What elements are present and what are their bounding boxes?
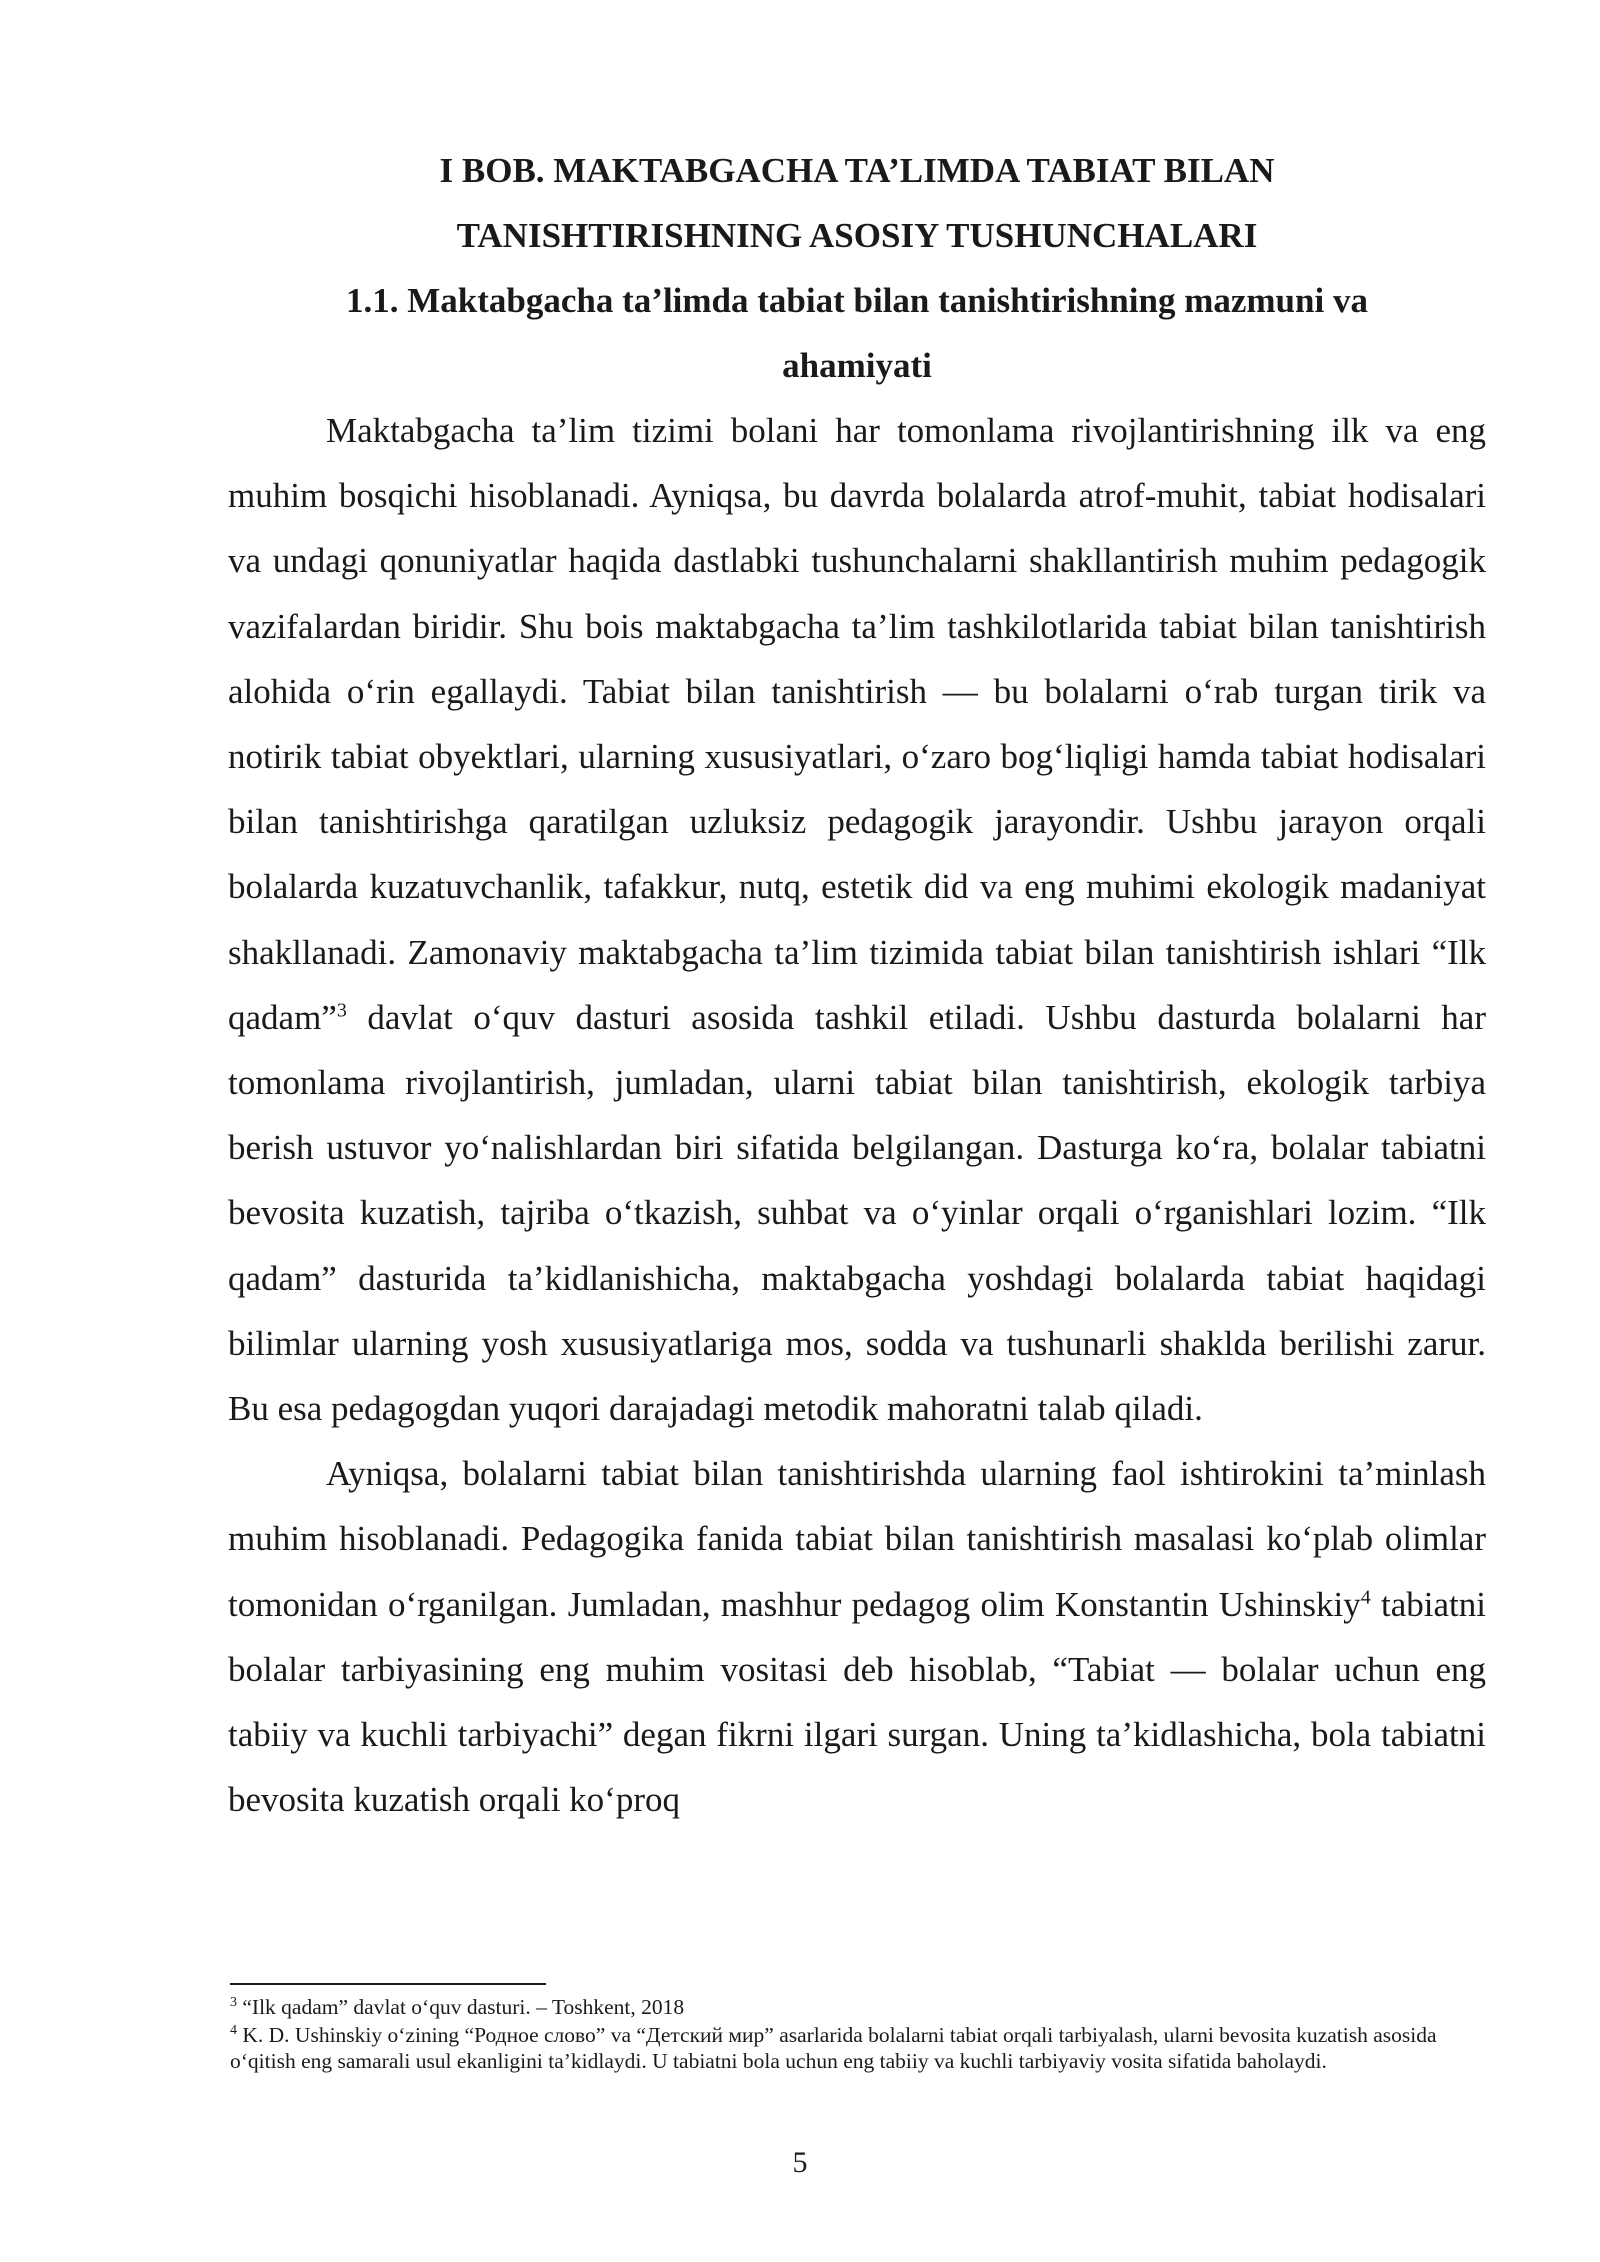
footnote-ref-4[interactable]: 4 xyxy=(1360,1586,1371,1608)
footnote-ref-3[interactable]: 3 xyxy=(336,999,347,1022)
section-title xyxy=(228,268,1486,398)
footnote-separator xyxy=(230,1983,546,1985)
page-number: 5 xyxy=(792,2146,808,2179)
paragraph-1-text-a: Maktabgacha ta’lim tizimi bolani har tomonlama rivojlantirishning ilk va eng muhim bosqichi hisoblanadi. Ayniqsa, bu davrda bolalarda atrof-muhit, tabiat hodisalari va undagi qonuniyatlar haqida dastlabki tushunchalarni shakllantirish muhim pedagogik vazifalardan biridir. Shu bois maktabgacha ta’lim tashkilotlarida tabiat bilan tanishtirish alohida o‘rin egallaydi. Tabiat bilan tanishtirish — bu bolalarni o‘rab turgan tirik va notirik tabiat obyektlari, ularning xususiyatlari, o‘zaro bog‘liqligi hamda tabiat hodisalari bilan tanishtirishga qaratilgan uzluksiz pedagogik jarayondir. Ushbu jarayon orqali bolalarda kuzatuvchanlik, tafakkur, nutq, estetik did va eng muhimi ekologik madaniyat shakllanadi. Zamonaviy maktabgacha ta’lim tizimida tabiat bilan tanishtirish ishlari “Ilk qadam” xyxy=(228,411,1486,1037)
chapter-title-line-1: I BOB. MAKTABGACHA TA’LIMDA TABIAT BILAN xyxy=(439,151,1275,190)
footnote-3 xyxy=(230,1994,1486,2020)
paragraph-2-text-b: tabiatni bolalar tarbiyasining eng muhim vositasi deb hisoblab, “Tabiat — bolalar uchun eng tabiiy va kuchli tarbiyachi” degan fikrni ilgari surgan. Uning ta’kidlashicha, bola tabiatni bevosita kuzatish orqali ko‘proq xyxy=(228,1584,1486,1820)
footnotes xyxy=(230,1994,1486,2076)
paragraph-2-text-a: Ayniqsa, bolalarni tabiat bilan tanishtirishda ularning faol ishtirokini ta’minlash muhim hisoblanadi. Pedagogika fanida tabiat bilan tanishtirish masalasi ko‘plab olimlar tomonidan o‘rganilgan. Jumladan, mashhur pedagog olim Konstantin Ushinskiy xyxy=(228,1454,1486,1624)
body-paragraph-2 xyxy=(228,1441,1486,1832)
document-page xyxy=(228,138,1486,1832)
body-paragraph-1 xyxy=(228,398,1486,1441)
footnote-3-number: 3 xyxy=(230,1994,237,2010)
chapter-title-line-2: TANISHTIRISHNING ASOSIY TUSHUNCHALARI xyxy=(456,216,1258,255)
chapter-title xyxy=(228,138,1486,268)
section-title-line-2: ahamiyati xyxy=(782,346,932,385)
section-title-line-1: 1.1. Maktabgacha ta’limda tabiat bilan tanishtirishning mazmuni va xyxy=(346,281,1368,320)
footnote-4 xyxy=(230,2022,1486,2074)
paragraph-1-text-b: davlat o‘quv dasturi asosida tashkil etiladi. Ushbu dasturda bolalarni har tomonlama rivojlantirish, jumladan, ularni tabiat bilan tanishtirish, ekologik tarbiya berish ustuvor yo‘nalishlardan biri sifatida belgilangan. Dasturga ko‘ra, bolalar tabiatni bevosita kuzatish, tajriba o‘tkazish, suhbat va o‘yinlar orqali o‘rganishlari lozim. “Ilk qadam” dasturida ta’kidlanishicha, maktabgacha yoshdagi bolalarda tabiat haqidagi bilimlar ularning yosh xususiyatlariga mos, sodda va tushunarli shaklda berilishi zarur. Bu esa pedagogdan yuqori darajadagi metodik mahoratni talab qiladi. xyxy=(228,997,1486,1429)
footnote-3-text: “Ilk qadam” davlat o‘quv dasturi. – Toshkent, 2018 xyxy=(237,1995,685,2019)
footnote-4-text: K. D. Ushinskiy o‘zining “Родное слово” va “Детский мир” asarlarida bolalarni tabiat orqali tarbiyalash, ularni bevosita kuzatish asosida o‘qitish eng samarali usul ekanligini ta’kidlaydi. U tabiatni bola uchun eng tabiiy va kuchli tarbiyaviy vosita sifatida baholaydi. xyxy=(230,2023,1437,2073)
footnote-4-number: 4 xyxy=(230,2022,237,2038)
